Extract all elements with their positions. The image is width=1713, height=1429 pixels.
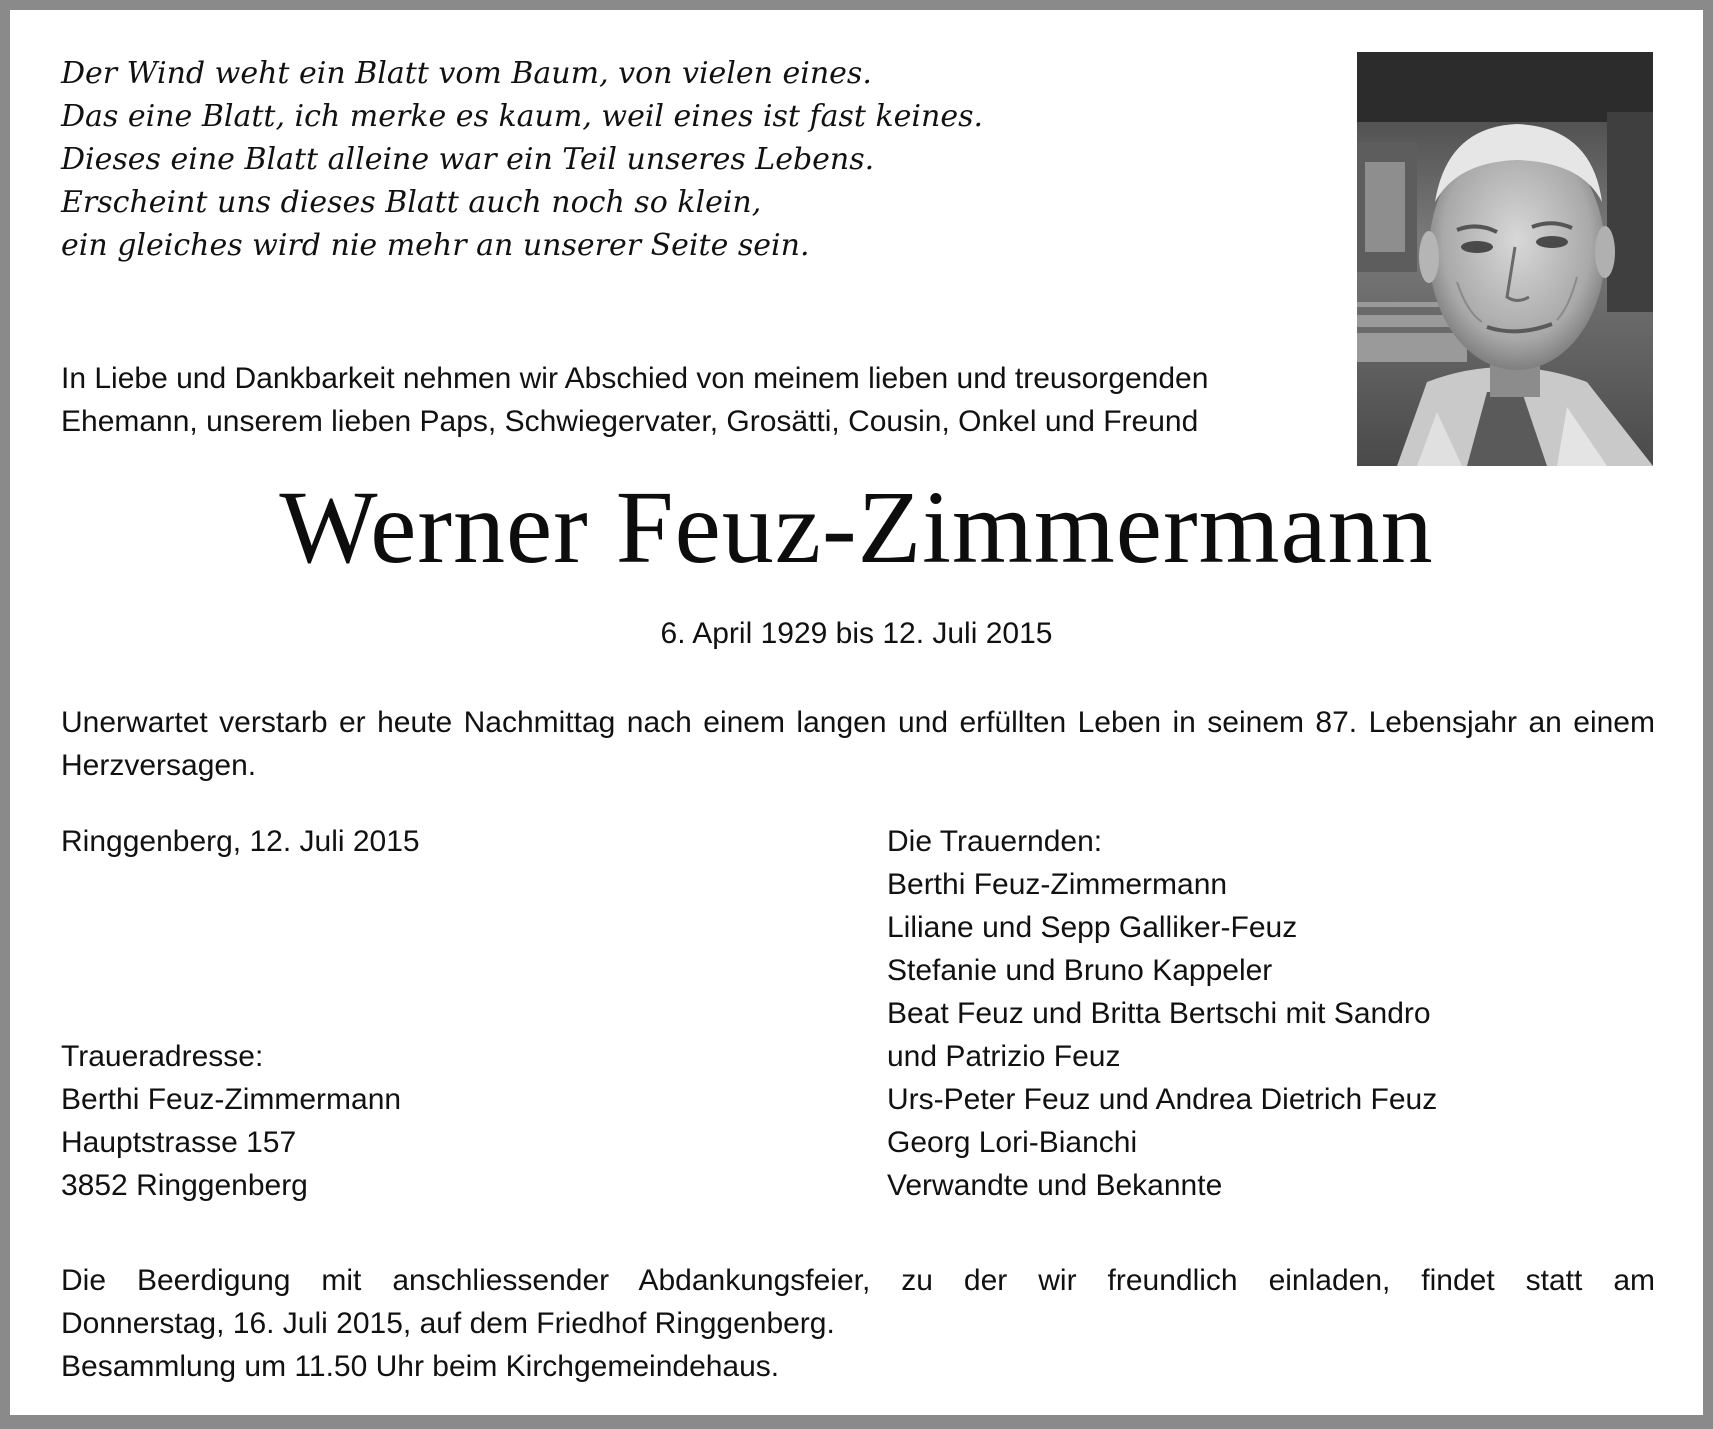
poem-line: Das eine Blatt, ich merke es kaum, weil eines ist fast keines. <box>61 99 984 134</box>
death-statement: Unerwartet verstarb er heute Nachmittag nach einem langen und erfüllten Leben in seinem 87. Lebensjahr an einem Herzversagen. <box>61 706 1655 782</box>
intro-text <box>61 357 1361 443</box>
mourner-entry: Berthi Feuz-Zimmermann <box>887 868 1228 901</box>
poem <box>61 52 1261 267</box>
mourner-entry: Stefanie und Bruno Kappeler <box>887 954 1273 987</box>
mourners-list <box>887 820 1437 1207</box>
place-date-block <box>61 820 420 863</box>
poem-line: ein gleiches wird nie mehr an unserer Seite sein. <box>61 228 810 263</box>
mourner-entry: Georg Lori-Bianchi <box>887 1126 1138 1159</box>
mourner-entry: Beat Feuz und Britta Bertschi mit Sandro <box>887 997 1431 1030</box>
poem-line: Dieses eine Blatt alleine war ein Teil unseres Lebens. <box>61 142 875 177</box>
mourning-address <box>61 1035 401 1207</box>
place-date: Ringgenberg, 12. Juli 2015 <box>61 825 420 858</box>
funeral-line: Besammlung um 11.50 Uhr beim Kirchgemeindehaus. <box>61 1350 780 1383</box>
poem-line: Erscheint uns dieses Blatt auch noch so klein, <box>61 185 762 220</box>
mourner-entry: und Patrizio Feuz <box>887 1040 1121 1073</box>
poem-line: Der Wind weht ein Blatt vom Baum, von vielen eines. <box>61 56 872 91</box>
intro-line: In Liebe und Dankbarkeit nehmen wir Abschied von meinem lieben und treusorgenden <box>61 362 1209 395</box>
mourners-label: Die Trauernden: <box>887 825 1103 858</box>
address-city: 3852 Ringgenberg <box>61 1169 308 1202</box>
funeral-line: Die Beerdigung mit anschliessender Abdankungsfeier, zu der wir freundlich einladen, findet statt am <box>61 1264 1655 1297</box>
mourner-entry: Verwandte und Bekannte <box>887 1169 1223 1202</box>
address-street: Hauptstrasse 157 <box>61 1126 297 1159</box>
portrait-image <box>1357 52 1653 466</box>
funeral-details <box>61 1259 1655 1388</box>
mourner-entry: Urs-Peter Feuz und Andrea Dietrich Feuz <box>887 1083 1438 1116</box>
intro-line: Ehemann, unserem lieben Paps, Schwiegervater, Grosätti, Cousin, Onkel und Freund <box>61 405 1199 438</box>
mourner-entry: Liliane und Sepp Galliker-Feuz <box>887 911 1298 944</box>
deceased-name: Werner Feuz-Zimmermann <box>279 470 1434 585</box>
life-dates: 6. April 1929 bis 12. Juli 2015 <box>660 617 1053 650</box>
funeral-line: Donnerstag, 16. Juli 2015, auf dem Friedhof Ringgenberg. <box>61 1307 835 1340</box>
obituary-notice <box>10 10 1703 1415</box>
address-label: Traueradresse: <box>61 1040 264 1073</box>
portrait-photo <box>1357 52 1653 466</box>
address-name: Berthi Feuz-Zimmermann <box>61 1083 402 1116</box>
